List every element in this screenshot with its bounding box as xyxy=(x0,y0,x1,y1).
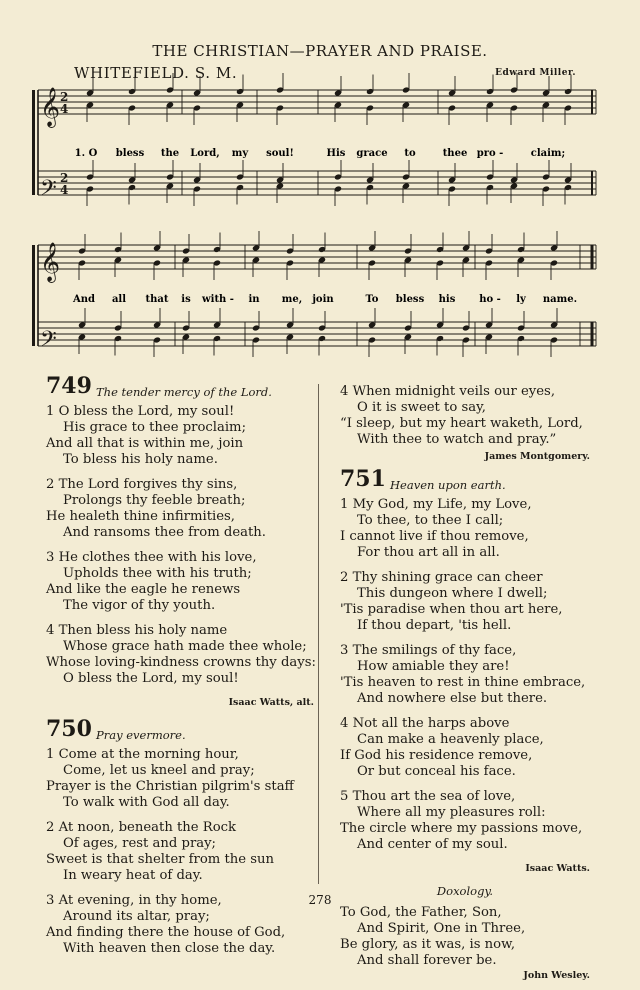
verse-line: 4 Not all the harps above xyxy=(340,716,510,731)
verse-line: To thee, to thee I call; xyxy=(357,513,504,528)
stanza xyxy=(340,497,590,561)
verse-line: Prolongs thy feeble breath; xyxy=(63,493,246,508)
left-column xyxy=(46,373,316,966)
tune-name: WHITEFIELD. S. M. xyxy=(74,64,238,82)
verse-line: To walk with God all day. xyxy=(63,795,230,810)
lyric-syllable: To xyxy=(365,294,379,305)
verse-line: He healeth thine infirmities, xyxy=(46,509,235,524)
verse-line: 3 At evening, in thy home, xyxy=(46,893,222,908)
verse-line: 2 Thy shining grace can cheer xyxy=(340,570,543,585)
verse-line: If God his residence remove, xyxy=(340,748,533,763)
verse-line: And finding there the house of God, xyxy=(46,925,286,940)
verse-line: Whose loving-kindness crowns thy days: xyxy=(46,655,316,670)
lyric-syllable: name. xyxy=(542,294,578,305)
lyric-syllable: is xyxy=(181,294,191,305)
verse-line: This dungeon where I dwell; xyxy=(357,586,548,601)
verse-line: 1 O bless the Lord, my soul! xyxy=(46,404,235,419)
lyric-syllable: bless xyxy=(395,294,425,305)
stanza xyxy=(340,570,590,634)
verse-line: 4 When midnight veils our eyes, xyxy=(340,384,556,399)
lyric-syllable: join xyxy=(312,294,334,305)
verse-line: And shall forever be. xyxy=(357,953,497,968)
verse-line: Around its altar, pray; xyxy=(63,909,210,924)
hymn-title: Heaven upon earth. xyxy=(390,478,506,492)
verse-line: O it is sweet to say, xyxy=(357,400,486,415)
verse-line: His grace to thee proclaim; xyxy=(63,420,247,435)
lyric-syllable: Lord, xyxy=(190,148,220,159)
verse-line: To God, the Father, Son, xyxy=(340,905,502,920)
doxology xyxy=(340,905,590,969)
lyric-syllable: grace xyxy=(356,148,388,159)
lyric-syllable: with - xyxy=(202,294,234,305)
lyric-syllable: my xyxy=(231,148,249,159)
verse-line: With heaven then close the day. xyxy=(63,941,276,956)
stanza xyxy=(340,716,590,780)
verse-line: With thee to watch and pray.” xyxy=(357,432,557,447)
lyric-syllable: thee xyxy=(442,148,468,159)
hymn-attribution: Isaac Watts. xyxy=(525,863,590,874)
system-bracket xyxy=(32,90,35,195)
time-signature: 2 xyxy=(60,90,69,104)
time-signature: 4 xyxy=(60,183,69,197)
verse-line: Prayer is the Christian pilgrim's staff xyxy=(46,779,294,794)
hymn-heading xyxy=(46,373,314,402)
bass-clef: 𝄢 xyxy=(40,176,57,206)
lyric-syllable: his xyxy=(438,294,456,305)
verse-line: Where all my pleasures roll: xyxy=(357,805,546,820)
page-number: 278 xyxy=(308,893,332,907)
hymn-attribution: Isaac Watts, alt. xyxy=(228,697,314,708)
stanza xyxy=(46,550,314,614)
verse-line: Be glory, as it was, is now, xyxy=(340,937,516,952)
lyric-syllable: 1. O xyxy=(74,148,98,159)
verse-line: To bless his holy name. xyxy=(63,452,218,467)
verse-line: 2 The Lord forgives thy sins, xyxy=(46,477,238,492)
hymn-attribution: James Montgomery. xyxy=(484,451,590,462)
column-divider xyxy=(318,384,319,884)
treble-clef: 𝄞 xyxy=(40,242,61,282)
verse-line: 1 Come at the morning hour, xyxy=(46,747,239,762)
stanza xyxy=(340,643,590,707)
verse-line: For thou art all in all. xyxy=(357,545,500,560)
hymn-heading xyxy=(46,716,314,745)
verse-line: And like the eagle he renews xyxy=(46,582,241,597)
verse-line: 4 Then bless his holy name xyxy=(46,623,228,638)
stanza xyxy=(340,789,590,853)
verse-line: Whose grace hath made thee whole; xyxy=(63,639,307,654)
verse-line: Can make a heavenly place, xyxy=(357,732,544,747)
stanza xyxy=(46,623,314,687)
stanza xyxy=(46,404,314,468)
lyric-syllable: to xyxy=(404,148,416,159)
verse-line: 3 He clothes thee with his love, xyxy=(46,550,257,565)
hymn-number: 749 xyxy=(46,373,92,399)
hymn-attribution: John Wesley. xyxy=(523,970,590,981)
verse-line: 2 At noon, beneath the Rock xyxy=(46,820,237,835)
lyric-syllable: ly xyxy=(516,294,526,305)
verse-line: Or but conceal his face. xyxy=(357,764,516,779)
lyric-syllable: pro - xyxy=(476,148,504,159)
hymn-heading xyxy=(340,466,590,495)
verse-line: And ransoms thee from death. xyxy=(63,525,266,540)
stanza xyxy=(46,747,314,811)
verse-line: Sweet is that shelter from the sun xyxy=(46,852,274,867)
lyric-syllable: And xyxy=(72,294,96,305)
verse-line: The circle where my passions move, xyxy=(340,821,583,836)
stanza xyxy=(46,820,314,884)
hymn-title: Pray evermore. xyxy=(96,728,186,742)
verse-line: I cannot live if thou remove, xyxy=(340,529,529,544)
stanza xyxy=(340,384,590,448)
lyric-syllable: that xyxy=(145,294,169,305)
treble-clef: 𝄞 xyxy=(40,87,61,127)
verse-line: And Spirit, One in Three, xyxy=(357,921,526,936)
verse-line: How amiable they are! xyxy=(357,659,510,674)
composer-credit: Edward Miller. xyxy=(495,68,576,78)
lyric-syllable: ho - xyxy=(479,294,501,305)
music-score xyxy=(0,0,640,375)
verse-line: Of ages, rest and pray; xyxy=(63,836,217,851)
hymn-number: 750 xyxy=(46,716,92,742)
verse-line: Come, let us kneel and pray; xyxy=(63,763,255,778)
verse-line: 1 My God, my Life, my Love, xyxy=(340,497,532,512)
verse-line: And nowhere else but there. xyxy=(357,691,548,706)
lyric-syllable: His xyxy=(326,148,346,159)
hymn-title: The tender mercy of the Lord. xyxy=(96,385,272,399)
lyric-syllable: the xyxy=(160,148,180,159)
verse-line: Upholds thee with his truth; xyxy=(63,566,252,581)
verse-line: 'Tis heaven to rest in thine embrace, xyxy=(340,675,586,690)
verse-line: And all that is within me, join xyxy=(46,436,244,451)
lyric-syllable: claim; xyxy=(530,148,566,159)
verse-line: The vigor of thy youth. xyxy=(63,598,216,613)
verse-line: And center of my soul. xyxy=(357,837,508,852)
lyric-syllable: soul! xyxy=(266,148,294,159)
time-signature: 4 xyxy=(60,102,69,116)
doxology-title: Doxology. xyxy=(436,884,494,898)
hymn-number: 751 xyxy=(340,466,386,492)
lyric-syllable: me, xyxy=(281,294,303,305)
stanza xyxy=(46,477,314,541)
verse-line: 'Tis paradise when thou art here, xyxy=(340,602,563,617)
verse-line: O bless the Lord, my soul! xyxy=(63,671,239,686)
verse-line: If thou depart, 'tis hell. xyxy=(357,618,512,633)
lyric-syllable: in xyxy=(248,294,260,305)
verse-line: 3 The smilings of thy face, xyxy=(340,643,517,658)
verse-line: “I sleep, but my heart waketh, Lord, xyxy=(340,416,583,431)
system-bracket xyxy=(32,245,35,346)
bass-clef: 𝄢 xyxy=(40,327,57,357)
lyric-syllable: all xyxy=(111,294,127,305)
page-header: THE CHRISTIAN—PRAYER AND PRAISE. xyxy=(152,42,488,60)
time-signature: 2 xyxy=(60,171,69,185)
verse-line: 5 Thou art the sea of love, xyxy=(340,789,516,804)
verse-line: In weary heat of day. xyxy=(63,868,203,883)
lyric-syllable: bless xyxy=(115,148,145,159)
